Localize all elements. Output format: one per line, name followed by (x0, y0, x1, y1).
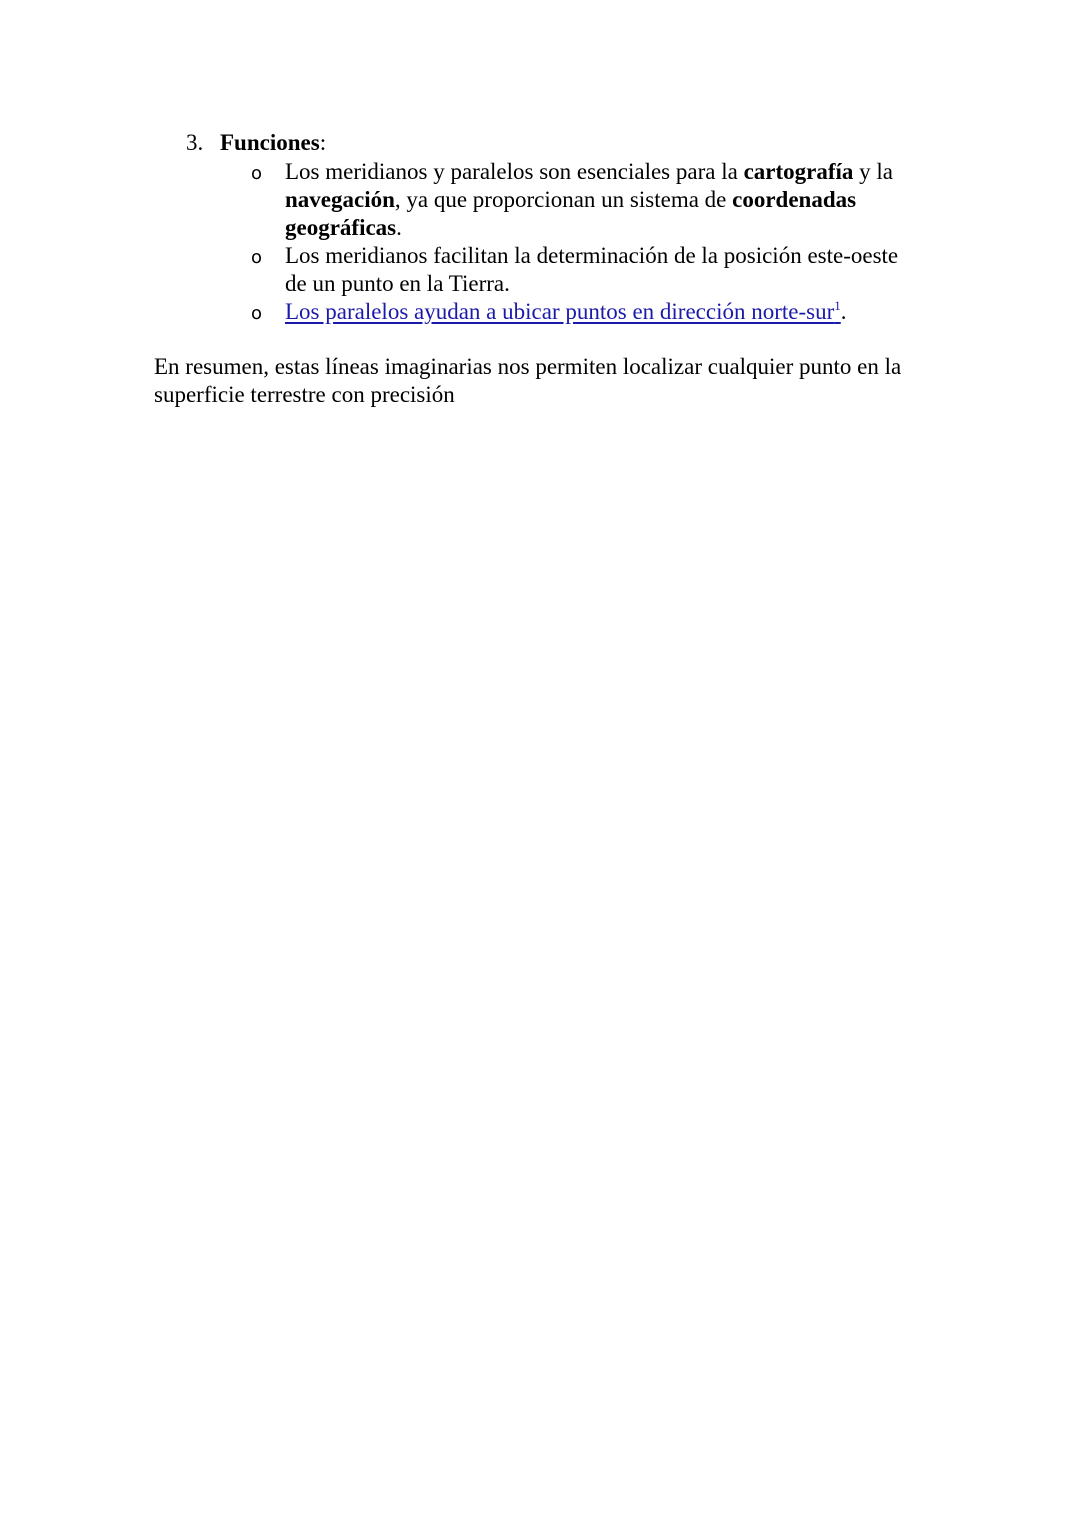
link-text: Los paralelos ayudan a ubicar puntos en dirección norte-sur (285, 299, 835, 324)
list-item (0, 242, 1080, 298)
footnote-marker[interactable]: 1 (834, 298, 841, 313)
section-number: 3. (186, 130, 204, 155)
summary-paragraph: En resumen, estas líneas imaginarias nos permiten localizar cualquier punto en la superficie terrestre con precisión (154, 354, 902, 407)
section-title-suffix: : (319, 130, 327, 155)
bullet-list (0, 158, 1080, 326)
section-heading (186, 128, 326, 158)
bullet-text (285, 158, 925, 242)
bold-term-navegacion: navegación (285, 187, 395, 212)
bullet-marker: o (251, 247, 263, 268)
bullet-text (285, 298, 925, 326)
text-run: . (840, 299, 847, 324)
list-item (0, 298, 1080, 326)
text-run: . (396, 215, 402, 240)
bold-term-cartografia: cartografía (743, 159, 854, 184)
text-run: y la (853, 159, 894, 184)
section-title: Funciones (220, 130, 320, 155)
bullet-marker: o (251, 163, 263, 184)
source-link[interactable] (285, 299, 841, 324)
list-item (0, 158, 1080, 242)
bold-term-coordenadas: coordenadas geográficas (285, 187, 857, 240)
text-run: Los meridianos y paralelos son esenciales para la (285, 159, 744, 184)
text-run: , ya que proporcionan un sistema de (394, 187, 733, 212)
bullet-text: Los meridianos facilitan la determinación de la posición este-oeste de un punto en la Tierra. (285, 243, 899, 296)
bullet-marker: o (251, 303, 263, 324)
